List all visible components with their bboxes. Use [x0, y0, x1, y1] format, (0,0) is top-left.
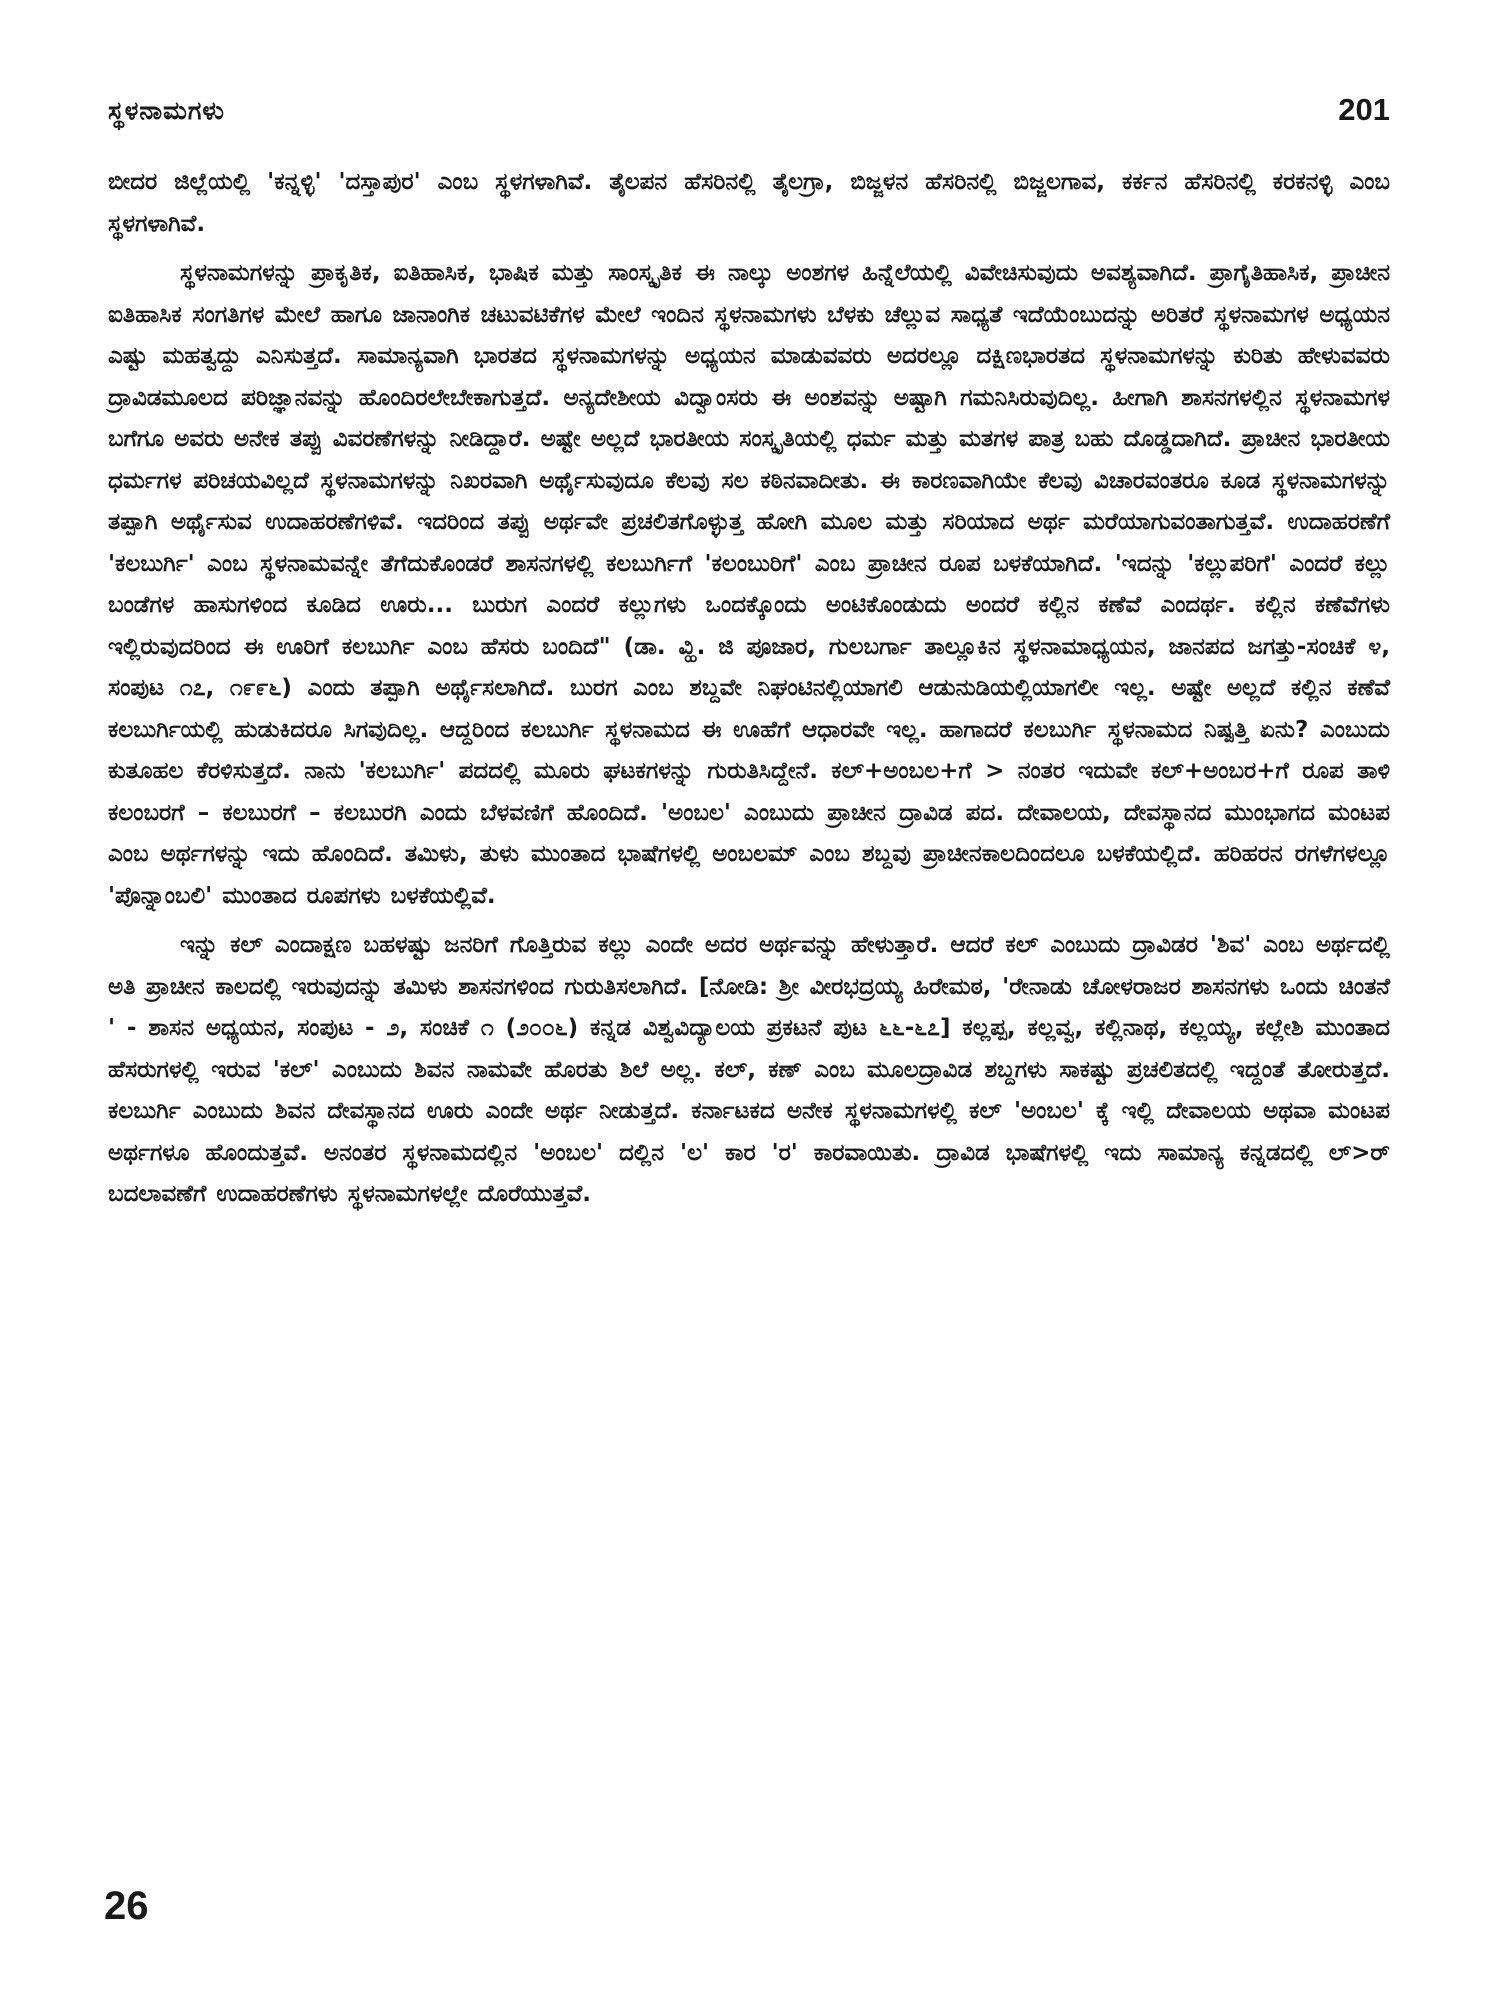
paragraph: ಸ್ಥಳನಾಮಗಳನ್ನು ಪ್ರಾಕೃತಿಕ, ಐತಿಹಾಸಿಕ, ಭಾಷಿಕ ಮತ್ತು ಸಾಂಸ್ಕೃತಿಕ ಈ ನಾಲ್ಕು ಅಂಶಗಳ ಹಿನ್ನೆಲೆಯಲ್ಲಿ ವಿವೇಚಿಸುವುದು ಅವಶ್ಯವಾಗಿದೆ. ಪ್ರಾಗೈತಿಹಾಸಿಕ, ಪ್ರಾಚೀನ ಐತಿಹಾಸಿಕ ಸಂಗತಿಗಳ ಮೇಲೆ ಹಾಗೂ ಜಾನಾಂಗಿಕ ಚಟುವಟಿಕೆಗಳ ಮೇಲೆ ಇಂದಿನ ಸ್ಥಳನಾಮಗಳು ಬೆಳಕು ಚೆಲ್ಲುವ ಸಾಧ್ಯತೆ ಇದೆಯೆಂಬುದನ್ನು ಅರಿತರೆ ಸ್ಥಳನಾಮಗಳ ಅಧ್ಯಯನ ಎಷ್ಟು ಮಹತ್ವದ್ದು ಎನಿಸುತ್ತದೆ. ಸಾಮಾನ್ಯವಾಗಿ ಭಾರತದ ಸ್ಥಳನಾಮಗಳನ್ನು ಅಧ್ಯಯನ ಮಾಡುವವರು ಅದರಲ್ಲೂ ದಕ್ಷಿಣಭಾರತದ ಸ್ಥಳನಾಮಗಳನ್ನು ಕುರಿತು ಹೇಳುವವರು ದ್ರಾವಿಡಮೂಲದ ಪರಿಜ್ಞಾನವನ್ನು ಹೊಂದಿರಲೇಬೇಕಾಗುತ್ತದೆ. ಅನ್ಯದೇಶೀಯ ವಿದ್ವಾಂಸರು ಈ ಅಂಶವನ್ನು ಅಷ್ಟಾಗಿ ಗಮನಿಸಿರುವುದಿಲ್ಲ. ಹೀಗಾಗಿ ಶಾಸನಗಳಲ್ಲಿನ ಸ್ಥಳನಾಮಗಳ ಬಗೆಗೂ ಅವರು ಅನೇಕ ತಪ್ಪು ವಿವರಣೆಗಳನ್ನು ನೀಡಿದ್ದಾರೆ. ಅಷ್ಟೇ ಅಲ್ಲದೆ ಭಾರತೀಯ ಸಂಸ್ಕೃತಿಯಲ್ಲಿ ಧರ್ಮ ಮತ್ತು ಮತಗಳ ಪಾತ್ರ ಬಹು ದೊಡ್ಡದಾಗಿದೆ. ಪ್ರಾಚೀನ ಭಾರತೀಯ ಧರ್ಮಗಳ ಪರಿಚಯವಿಲ್ಲದೆ ಸ್ಥಳನಾಮಗಳನ್ನು ನಿಖರವಾಗಿ ಅರ್ಥೈಸುವುದೂ ಕೆಲವು ಸಲ ಕಠಿನವಾದೀತು. ಈ ಕಾರಣವಾಗಿಯೇ ಕೆಲವು ವಿಚಾರವಂತರೂ ಕೂಡ ಸ್ಥಳನಾಮಗಳನ್ನು ತಪ್ಪಾಗಿ ಅರ್ಥೈಸುವ ಉದಾಹರಣೆಗಳಿವೆ. ಇದರಿಂದ ತಪ್ಪು ಅರ್ಥವೇ ಪ್ರಚಲಿತಗೊಳ್ಳುತ್ತ ಹೋಗಿ ಮೂಲ ಮತ್ತು ಸರಿಯಾದ ಅರ್ಥ ಮರೆಯಾಗುವಂತಾಗುತ್ತವೆ. ಉದಾಹರಣೆಗೆ 'ಕಲಬುರ್ಗಿ' ಎಂಬ ಸ್ಥಳನಾಮವನ್ನೇ ತೆಗೆದುಕೊಂಡರೆ ಶಾಸನಗಳಲ್ಲಿ ಕಲಬುರ್ಗಿಗೆ 'ಕಲಂಬುರಿಗೆ' ಎಂಬ ಪ್ರಾಚೀನ ರೂಪ ಬಳಕೆಯಾಗಿದೆ. 'ಇದನ್ನು 'ಕಲ್ಲುಪರಿಗೆ' ಎಂದರೆ ಕಲ್ಲು ಬಂಡೆಗಳ ಹಾಸುಗಳಿಂದ ಕೂಡಿದ ಊರು... ಬುರುಗ ಎಂದರೆ ಕಲ್ಲುಗಳು ಒಂದಕ್ಕೊಂದು ಅಂಟಿಕೊಂಡುದು ಅಂದರೆ ಕಲ್ಲಿನ ಕಣೆವೆ ಎಂದರ್ಥ. ಕಲ್ಲಿನ ಕಣೆವೆಗಳು ಇಲ್ಲಿರುವುದರಿಂದ ಈ ಊರಿಗೆ ಕಲಬುರ್ಗಿ ಎಂಬ ಹೆಸರು ಬಂದಿದೆ" (ಡಾ. ವ್ಹಿ. ಜಿ ಪೂಜಾರ, ಗುಲಬರ್ಗಾ ತಾಲ್ಲೂಕಿನ ಸ್ಥಳನಾಮಾಧ್ಯಯನ, ಜಾನಪದ ಜಗತ್ತು-ಸಂಚಿಕೆ ೪, ಸಂಪುಟ ೧೭, ೧೯೯೬) ಎಂದು ತಪ್ಪಾಗಿ ಅರ್ಥೈಸಲಾಗಿದೆ. ಬುರಗ ಎಂಬ ಶಬ್ದವೇ ನಿಘಂಟಿನಲ್ಲಿಯಾಗಲಿ ಆಡುನುಡಿಯಲ್ಲಿಯಾಗಲೀ ಇಲ್ಲ. ಅಷ್ಟೇ ಅಲ್ಲದೆ ಕಲ್ಲಿನ ಕಣೆವೆ ಕಲಬುರ್ಗಿಯಲ್ಲಿ ಹುಡುಕಿದರೂ ಸಿಗವುದಿಲ್ಲ. ಆದ್ದರಿಂದ ಕಲಬುರ್ಗಿ ಸ್ಥಳನಾಮದ ಈ ಊಹೆಗೆ ಆಧಾರವೇ ಇಲ್ಲ. ಹಾಗಾದರೆ ಕಲಬುರ್ಗಿ ಸ್ಥಳನಾಮದ ನಿಷ್ಪತ್ತಿ ಏನು? ಎಂಬುದು ಕುತೂಹಲ ಕೆರಳಿಸುತ್ತದೆ. ನಾನು 'ಕಲಬುರ್ಗಿ' ಪದದಲ್ಲಿ ಮೂರು ಘಟಕಗಳನ್ನು ಗುರುತಿಸಿದ್ದೇನೆ. ಕಲ್+ಅಂಬಲ+ಗೆ > ನಂತರ ಇದುವೇ ಕಲ್+ಅಂಬರ+ಗೆ ರೂಪ ತಾಳಿ ಕಲಂಬರಗೆ – ಕಲಬುರಗೆ – ಕಲಬುರಗಿ ಎಂದು ಬೆಳವಣಿಗೆ ಹೊಂದಿದೆ. 'ಅಂಬಲ' ಎಂಬುದು ಪ್ರಾಚೀನ ದ್ರಾವಿಡ ಪದ. ದೇವಾಲಯ, ದೇವಸ್ಥಾನದ ಮುಂಭಾಗದ ಮಂಟಪ ಎಂಬ ಅರ್ಥಗಳನ್ನು ಇದು ಹೊಂದಿದೆ. ತಮಿಳು, ತುಳು ಮುಂತಾದ ಭಾಷೆಗಳಲ್ಲಿ ಅಂಬಲಮ್ ಎಂಬ ಶಬ್ದವು ಪ್ರಾಚೀನಕಾಲದಿಂದಲೂ ಬಳಕೆಯಲ್ಲಿದೆ. ಹರಿಹರನ ರಗಳೆಗಳಲ್ಲೂ 'ಪೊನ್ನಾಂಬಲಿ' ಮುಂತಾದ ರೂಪಗಳು ಬಳಕೆಯಲ್ಲಿವೆ.: [108, 260, 1390, 909]
paragraph: ಬೀದರ ಜಿಲ್ಲೆಯಲ್ಲಿ 'ಕನ್ನಳ್ಳಿ' 'ದಸ್ತಾಪುರ' ಎಂಬ ಸ್ಥಳಗಳಾಗಿವೆ. ತೈಲಪನ ಹೆಸರಿನಲ್ಲಿ ತೈಲಗ್ರಾ, ಬಿಜ್ಜಳನ ಹೆಸರಿನಲ್ಲಿ ಬಿಜ್ಜಲಗಾವ, ಕರ್ಕನ ಹೆಸರಿನಲ್ಲಿ ಕರಕನಳ್ಳಿ ಎಂಬ ಸ್ಥಳಗಳಾಗಿವೆ.: [108, 169, 1390, 237]
folio-number: 26: [104, 1884, 149, 1928]
body-text: [108, 162, 1390, 1224]
paragraph: ಇನ್ನು ಕಲ್ ಎಂದಾಕ್ಷಣ ಬಹಳಷ್ಟು ಜನರಿಗೆ ಗೊತ್ತಿರುವ ಕಲ್ಲು ಎಂದೇ ಅದರ ಅರ್ಥವನ್ನು ಹೇಳುತ್ತಾರೆ. ಆದರೆ ಕಲ್ ಎಂಬುದು ದ್ರಾವಿಡರ 'ಶಿವ' ಎಂಬ ಅರ್ಥದಲ್ಲಿ ಅತಿ ಪ್ರಾಚೀನ ಕಾಲದಲ್ಲಿ ಇರುವುದನ್ನು ತಮಿಳು ಶಾಸನಗಳಿಂದ ಗುರುತಿಸಲಾಗಿದೆ. [ನೋಡಿ: ಶ್ರೀ ವೀರಭದ್ರಯ್ಯ ಹಿರೇಮಠ, 'ರೇನಾಡು ಚೋಳರಾಜರ ಶಾಸನಗಳು ಒಂದು ಚಿಂತನೆ ' - ಶಾಸನ ಅಧ್ಯಯನ, ಸಂಪುಟ - ೨, ಸಂಚಿಕೆ ೧ (೨೦೦೬) ಕನ್ನಡ ವಿಶ್ವವಿದ್ಯಾಲಯ ಪ್ರಕಟನೆ ಪುಟ ೬೬-೬೭] ಕಲ್ಲಪ್ಪ, ಕಲ್ಲವ್ವ, ಕಲ್ಲಿನಾಥ, ಕಲ್ಲಯ್ಯ, ಕಲ್ಲೇಶಿ ಮುಂತಾದ ಹೆಸರುಗಳಲ್ಲಿ ಇರುವ 'ಕಲ್' ಎಂಬುದು ಶಿವನ ನಾಮವೇ ಹೊರತು ಶಿಲೆ ಅಲ್ಲ. ಕಲ್, ಕಣ್ ಎಂಬ ಮೂಲದ್ರಾವಿಡ ಶಬ್ದಗಳು ಸಾಕಷ್ಟು ಪ್ರಚಲಿತದಲ್ಲಿ ಇದ್ದಂತೆ ತೋರುತ್ತದೆ. ಕಲಬುರ್ಗಿ ಎಂಬುದು ಶಿವನ ದೇವಸ್ಥಾನದ ಊರು ಎಂದೇ ಅರ್ಥ ನೀಡುತ್ತದೆ. ಕರ್ನಾಟಕದ ಅನೇಕ ಸ್ಥಳನಾಮಗಳಲ್ಲಿ ಕಲ್ 'ಅಂಬಲ' ಕ್ಕೆ ಇಲ್ಲಿ ದೇವಾಲಯ ಅಥವಾ ಮಂಟಪ ಅರ್ಥಗಳೂ ಹೊಂದುತ್ತವೆ. ಅನಂತರ ಸ್ಥಳನಾಮದಲ್ಲಿನ 'ಅಂಬಲ' ದಲ್ಲಿನ 'ಲ' ಕಾರ 'ರ' ಕಾರವಾಯಿತು. ದ್ರಾವಿಡ ಭಾಷೆಗಳಲ್ಲಿ ಇದು ಸಾಮಾನ್ಯ ಕನ್ನಡದಲ್ಲಿ ಲ್>ರ್ ಬದಲಾವಣೆಗೆ ಉದಾಹರಣೆಗಳು ಸ್ಥಳನಾಮಗಳಲ್ಲೇ ದೊರೆಯುತ್ತವೆ.: [108, 932, 1390, 1207]
page-number: 201: [1338, 92, 1390, 127]
running-head-title: ಸ್ಥಳನಾಮಗಳು: [108, 96, 225, 125]
